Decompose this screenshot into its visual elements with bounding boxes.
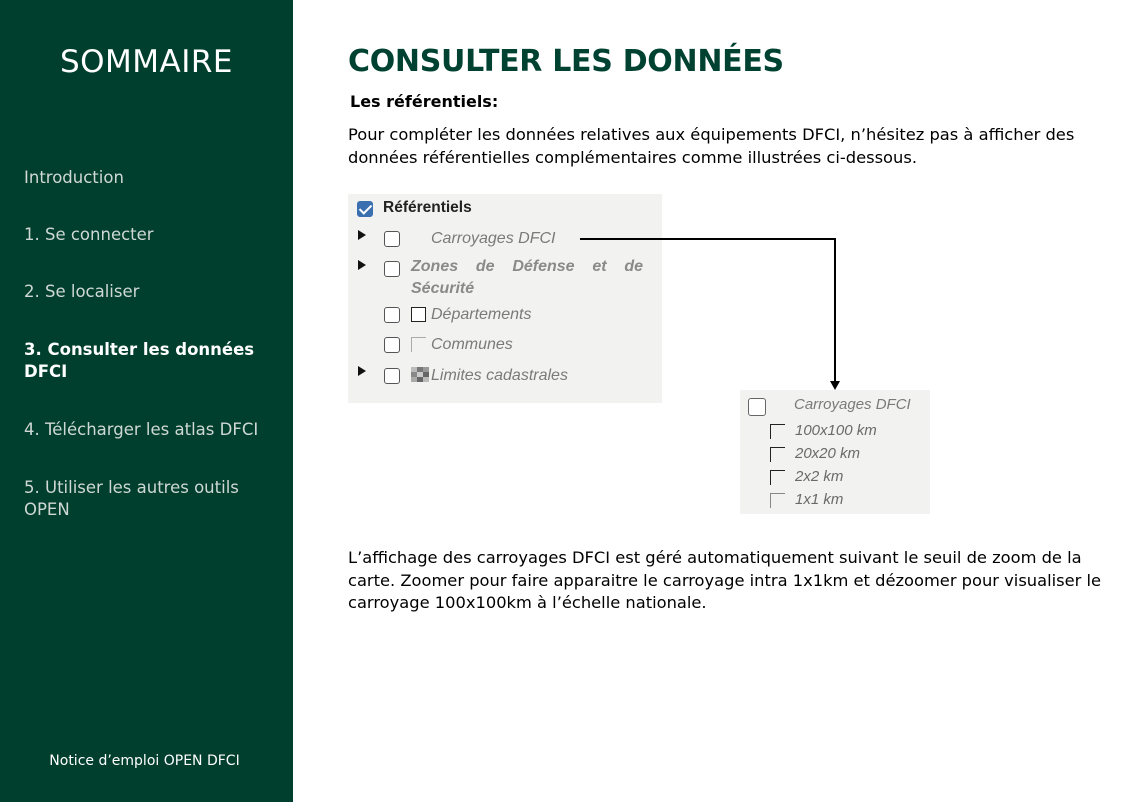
sidebar-title: SOMMAIRE bbox=[59, 44, 234, 80]
nav-item-se-connecter[interactable]: 1. Se connecter bbox=[24, 225, 154, 244]
layer-carroyages-label: Carroyages DFCI bbox=[431, 230, 556, 247]
grid-scale-2: 2x2 km bbox=[795, 468, 844, 485]
grid-scale-1: 1x1 km bbox=[795, 491, 844, 508]
grid-20-legend-icon bbox=[770, 447, 785, 462]
nav-item-telecharger-atlas[interactable]: 4. Télécharger les atlas DFCI bbox=[24, 420, 259, 439]
sidebar-footer: Notice d’emploi OPEN DFCI bbox=[49, 753, 240, 769]
intro-paragraph: Pour compléter les données relatives aux équipements DFCI, n’hésitez pas à afficher des données référentielles complémentaires comme illustrées ci-dessous. bbox=[348, 125, 1075, 167]
grid-100-legend-icon bbox=[770, 424, 785, 439]
nav-item-introduction[interactable]: Introduction bbox=[24, 168, 124, 187]
layer-limites-label: Limites cadastrales bbox=[431, 367, 568, 384]
layer-zones-label: Zones de Défense et de Sécurité bbox=[411, 258, 643, 297]
grid-1-legend-icon bbox=[770, 493, 785, 508]
page-title: CONSULTER LES DONNÉES bbox=[348, 44, 784, 79]
nav-item-autres-outils[interactable]: 5. Utiliser les autres outils OPEN bbox=[24, 478, 239, 519]
grid-scale-100: 100x100 km bbox=[795, 422, 877, 439]
grid-2-legend-icon bbox=[770, 470, 785, 485]
grid-panel-screenshot bbox=[740, 390, 930, 514]
referentiels-header: Référentiels bbox=[383, 199, 472, 216]
outro-paragraph: L’affichage des carroyages DFCI est géré automatiquement suivant le seuil de zoom de la carte. Zoomer pour faire apparaitre le carroyage intra 1x1km et dézoomer pour visualiser le carroyage 100x100km à l’échelle nationale. bbox=[348, 548, 1102, 612]
layer-communes-label: Communes bbox=[431, 336, 513, 353]
layer-departements-label: Départements bbox=[431, 306, 532, 323]
grid-carroyages-checkbox[interactable] bbox=[748, 398, 766, 416]
grid-scale-20: 20x20 km bbox=[795, 445, 861, 462]
nav-item-consulter-donnees[interactable]: 3. Consulter les données DFCI bbox=[24, 340, 255, 381]
grid-header: Carroyages DFCI bbox=[794, 396, 911, 413]
nav-item-se-localiser[interactable]: 2. Se localiser bbox=[24, 282, 140, 301]
section-subheading: Les référentiels: bbox=[350, 92, 499, 111]
